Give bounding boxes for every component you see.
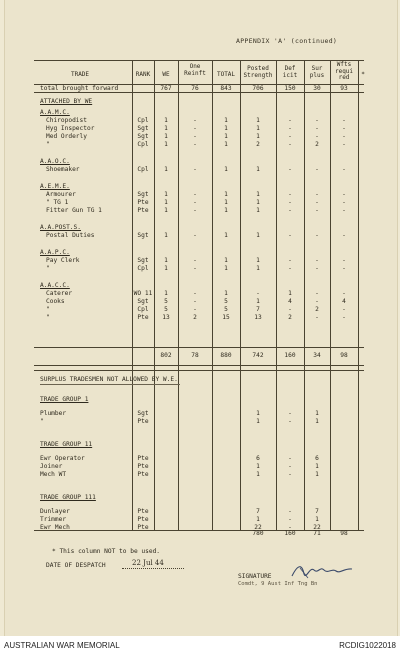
cell-surplus: -	[315, 290, 319, 297]
cell-we: 1	[164, 191, 168, 198]
row-trade: "	[46, 141, 50, 148]
cell-wfts: -	[342, 199, 346, 206]
brought-forward-wfts: 93	[340, 85, 348, 92]
cell-total: 5	[224, 298, 228, 305]
total-posted: 742	[252, 352, 264, 359]
cell-rank: Pte	[137, 314, 149, 321]
row-trade: Shoemaker	[46, 166, 80, 173]
row-trade: Fitter Gun TG 1	[46, 207, 102, 214]
signature-caption: Comdt, 9 Aust Inf Tng Bn	[238, 581, 318, 587]
cell-deficit: -	[288, 306, 292, 313]
trade-group-cell-posted: 1	[256, 418, 260, 425]
cell-wfts: -	[342, 133, 346, 140]
trade-group-cell-surplus: 1	[315, 516, 319, 523]
totals-double-rule	[34, 370, 364, 371]
cell-deficit: -	[288, 232, 292, 239]
cell-posted: 1	[256, 257, 260, 264]
cell-surplus: -	[315, 191, 319, 198]
group-title: A.A.POST.S.	[40, 224, 81, 231]
cell-wfts: -	[342, 207, 346, 214]
cell-reinft: 2	[193, 314, 197, 321]
cell-deficit: -	[288, 166, 292, 173]
cell-we: 5	[164, 298, 168, 305]
cell-reinft: -	[193, 166, 197, 173]
cell-total: 1	[224, 117, 228, 124]
despatch-date: 22 Jul 44	[132, 559, 164, 567]
brought-forward-we: 767	[160, 85, 172, 92]
column-rule-star	[358, 60, 359, 530]
cell-posted: 1	[256, 191, 260, 198]
row-trade: Chiropodist	[46, 117, 87, 124]
row-trade: "	[46, 265, 50, 272]
cell-wfts: -	[342, 257, 346, 264]
trade-group-cell-deficit: -	[288, 463, 292, 470]
trade-group-cell-rank: Pte	[137, 418, 149, 425]
cell-we: 13	[162, 314, 170, 321]
cell-reinft: -	[193, 191, 197, 198]
grand-total-posted: 780	[252, 530, 264, 537]
archive-footer	[0, 636, 400, 654]
cell-reinft: -	[193, 298, 197, 305]
trade-group-cell-posted: 1	[256, 516, 260, 523]
cell-we: 1	[164, 141, 168, 148]
trade-group-cell-surplus: 6	[315, 455, 319, 462]
trade-group-cell-surplus: 7	[315, 508, 319, 515]
cell-we: 1	[164, 207, 168, 214]
cell-surplus: -	[315, 232, 319, 239]
cell-surplus: 2	[315, 306, 319, 313]
cell-deficit: -	[288, 141, 292, 148]
cell-rank: Cpl	[137, 166, 149, 173]
trade-group-cell-rank: Pte	[137, 516, 149, 523]
cell-rank: WO 11	[133, 290, 153, 297]
row-trade: Armourer	[46, 191, 76, 198]
cell-reinft: -	[193, 290, 197, 297]
cell-posted: 1	[256, 298, 260, 305]
cell-deficit: -	[288, 265, 292, 272]
cell-total: 1	[224, 232, 228, 239]
cell-wfts: -	[342, 314, 346, 321]
trade-group-cell-deficit: -	[288, 516, 292, 523]
cell-rank: Sgt	[137, 298, 149, 305]
cell-posted: -	[256, 290, 260, 297]
cell-wfts: -	[342, 306, 346, 313]
cell-we: 1	[164, 199, 168, 206]
cell-posted: 13	[254, 314, 262, 321]
trade-group-cell-deficit: -	[288, 418, 292, 425]
cell-total: 1	[224, 207, 228, 214]
cell-total: 1	[224, 265, 228, 272]
trade-group-row-trade: Joiner	[40, 463, 63, 470]
cell-posted: 2	[256, 141, 260, 148]
grand-total-surplus: 71	[313, 530, 321, 537]
trade-group-cell-deficit: -	[288, 410, 292, 417]
cell-posted: 1	[256, 166, 260, 173]
group-title: A.A.P.C.	[40, 249, 70, 256]
grand-total-wfts: 98	[340, 530, 348, 537]
trade-group-row-trade: Trimmer	[40, 516, 67, 523]
cell-reinft: -	[193, 133, 197, 140]
archive-name: AUSTRALIAN WAR MEMORIAL	[4, 641, 120, 650]
brought-forward-deficit: 150	[284, 85, 296, 92]
cell-total: 5	[224, 306, 228, 313]
cell-total: 1	[224, 290, 228, 297]
cell-we: 1	[164, 133, 168, 140]
surplus-heading-underline	[40, 384, 180, 385]
cell-wfts: -	[342, 117, 346, 124]
header-star: *	[361, 71, 365, 78]
cell-surplus: -	[315, 257, 319, 264]
trade-group-row-trade: Ewr Mech	[40, 524, 70, 531]
trade-group-cell-posted: 22	[254, 524, 262, 531]
trade-group-title: TRADE GROUP 111	[40, 494, 96, 501]
cell-wfts: -	[342, 125, 346, 132]
row-trade: "	[46, 314, 50, 321]
cell-total: 1	[224, 257, 228, 264]
total-wfts: 98	[340, 352, 348, 359]
cell-reinft: -	[193, 125, 197, 132]
cell-we: 1	[164, 117, 168, 124]
header-surplus: Sur plus	[309, 65, 325, 79]
total-deficit: 160	[284, 352, 296, 359]
cell-surplus: -	[315, 133, 319, 140]
cell-surplus: -	[315, 117, 319, 124]
trade-group-cell-deficit: -	[288, 471, 292, 478]
cell-we: 1	[164, 232, 168, 239]
cell-total: 1	[224, 141, 228, 148]
trade-group-cell-surplus: 22	[313, 524, 321, 531]
trade-group-title: TRADE GROUP 1	[40, 396, 89, 403]
cell-reinft: -	[193, 265, 197, 272]
trade-group-cell-surplus: 1	[315, 418, 319, 425]
cell-surplus: 2	[315, 141, 319, 148]
cell-surplus: -	[315, 166, 319, 173]
cell-wfts: -	[342, 141, 346, 148]
trade-group-cell-rank: Sgt	[137, 410, 149, 417]
header-we: WE	[162, 71, 170, 78]
header-total: TOTAL	[216, 71, 236, 78]
trade-group-row-trade: Plumber	[40, 410, 67, 417]
footnote: * This column NOT to be used.	[52, 548, 161, 555]
cell-reinft: -	[193, 199, 197, 206]
group-title: A.A.M.C.	[40, 109, 70, 116]
trade-group-cell-surplus: 1	[315, 410, 319, 417]
cell-surplus: -	[315, 314, 319, 321]
signature-label: SIGNATURE	[238, 573, 272, 580]
row-trade: Pay Clerk	[46, 257, 80, 264]
header-rank: RANK	[135, 71, 151, 78]
brought-forward-label: total brought forward	[40, 85, 119, 92]
cell-posted: 1	[256, 125, 260, 132]
row-trade: Hyg Inspector	[46, 125, 95, 132]
header-posted: Posted Strength	[243, 65, 273, 79]
cell-wfts: -	[342, 166, 346, 173]
totals-top-rule	[34, 347, 364, 348]
cell-deficit: 2	[288, 314, 292, 321]
row-trade: Med Orderly	[46, 133, 87, 140]
cell-we: 1	[164, 125, 168, 132]
row-trade: "	[46, 306, 50, 313]
cell-deficit: -	[288, 199, 292, 206]
trade-group-cell-posted: 1	[256, 410, 260, 417]
cell-deficit: -	[288, 191, 292, 198]
cell-rank: Sgt	[137, 191, 149, 198]
cell-posted: 7	[256, 306, 260, 313]
cell-reinft: -	[193, 117, 197, 124]
cell-wfts: 4	[342, 298, 346, 305]
trade-group-cell-rank: Pte	[137, 508, 149, 515]
header-trade: TRADE	[70, 71, 90, 78]
header-wfts: Wfts requi red	[334, 61, 354, 81]
cell-total: 1	[224, 133, 228, 140]
total-we: 802	[160, 352, 172, 359]
total-total: 880	[220, 352, 232, 359]
cell-total: 1	[224, 125, 228, 132]
cell-surplus: -	[315, 298, 319, 305]
trade-group-row-trade: Mech WT	[40, 471, 67, 478]
cell-surplus: -	[315, 125, 319, 132]
cell-total: 1	[224, 191, 228, 198]
cell-surplus: -	[315, 199, 319, 206]
cell-rank: Pte	[137, 199, 149, 206]
cell-reinft: -	[193, 257, 197, 264]
trade-group-cell-rank: Pte	[137, 455, 149, 462]
trade-group-title: TRADE GROUP 11	[40, 441, 93, 448]
cell-deficit: -	[288, 133, 292, 140]
cell-posted: 1	[256, 199, 260, 206]
cell-deficit: 1	[288, 290, 292, 297]
row-trade: " TG 1	[46, 199, 69, 206]
cell-total: 1	[224, 199, 228, 206]
cell-deficit: -	[288, 207, 292, 214]
cell-reinft: -	[193, 141, 197, 148]
despatch-label: DATE OF DESPATCH	[46, 562, 106, 569]
group-title: A.A.C.C.	[40, 282, 70, 289]
cell-deficit: -	[288, 117, 292, 124]
trade-group-row-trade: Ewr Operator	[40, 455, 85, 462]
trade-group-cell-rank: Pte	[137, 524, 149, 531]
trade-group-cell-rank: Pte	[137, 463, 149, 470]
totals-bottom-rule	[34, 365, 364, 366]
trade-group-cell-surplus: 1	[315, 463, 319, 470]
cell-rank: Cpl	[137, 306, 149, 313]
appendix-title: APPENDIX 'A' (continued)	[236, 37, 338, 45]
trade-group-cell-deficit: -	[288, 455, 292, 462]
attached-heading: ATTACHED BY WE	[40, 98, 93, 105]
cell-deficit: -	[288, 125, 292, 132]
cell-posted: 1	[256, 232, 260, 239]
cell-rank: Sgt	[137, 125, 149, 132]
cell-deficit: 4	[288, 298, 292, 305]
table-top-rule	[34, 60, 364, 61]
cell-surplus: -	[315, 265, 319, 272]
archive-reference: RCDIG1022018	[339, 641, 396, 650]
trade-group-cell-posted: 7	[256, 508, 260, 515]
trade-group-row-trade: Dunlayer	[40, 508, 70, 515]
trade-group-row-trade: "	[40, 418, 44, 425]
cell-posted: 1	[256, 117, 260, 124]
cell-deficit: -	[288, 257, 292, 264]
trade-group-cell-rank: Pte	[137, 471, 149, 478]
trade-group-cell-posted: 1	[256, 471, 260, 478]
row-trade: Caterer	[46, 290, 73, 297]
total-surplus: 34	[313, 352, 321, 359]
cell-posted: 1	[256, 207, 260, 214]
group-title: A.A.O.C.	[40, 158, 70, 165]
surplus-heading: SURPLUS TRADESMEN NOT ALLOWED BY W.E.	[40, 376, 178, 383]
cell-rank: Cpl	[137, 265, 149, 272]
cell-reinft: -	[193, 207, 197, 214]
trade-group-cell-deficit: -	[288, 524, 292, 531]
cell-posted: 1	[256, 133, 260, 140]
cell-we: 5	[164, 306, 168, 313]
cell-rank: Pte	[137, 207, 149, 214]
trade-group-cell-posted: 6	[256, 455, 260, 462]
cell-wfts: -	[342, 191, 346, 198]
cell-wfts: -	[342, 232, 346, 239]
despatch-dotted-line	[122, 568, 184, 569]
cell-rank: Cpl	[137, 141, 149, 148]
cell-rank: Sgt	[137, 232, 149, 239]
total-reinft: 78	[191, 352, 199, 359]
brought-forward-total: 843	[220, 85, 232, 92]
brought-forward-posted: 706	[252, 85, 264, 92]
group-title: A.E.M.E.	[40, 183, 70, 190]
brought-forward-reinft: 76	[191, 85, 199, 92]
row-trade: Cooks	[46, 298, 65, 305]
cell-posted: 1	[256, 265, 260, 272]
grand-total-deficit: 160	[284, 530, 296, 537]
cell-total: 1	[224, 166, 228, 173]
header-deficit: Def icit	[282, 65, 298, 79]
trade-group-cell-surplus: 1	[315, 471, 319, 478]
cell-wfts: -	[342, 290, 346, 297]
trade-group-cell-deficit: -	[288, 508, 292, 515]
cell-reinft: -	[193, 232, 197, 239]
cell-rank: Sgt	[137, 133, 149, 140]
cell-rank: Cpl	[137, 117, 149, 124]
cell-we: 1	[164, 265, 168, 272]
cell-wfts: -	[342, 265, 346, 272]
cell-surplus: -	[315, 207, 319, 214]
row-trade: Postal Duties	[46, 232, 95, 239]
brought-forward-rule	[34, 92, 364, 93]
cell-reinft: -	[193, 306, 197, 313]
header-reinft: One Reinft	[184, 63, 206, 77]
cell-we: 1	[164, 257, 168, 264]
cell-total: 15	[222, 314, 230, 321]
brought-forward-surplus: 30	[313, 85, 321, 92]
handwritten-signature	[290, 560, 354, 582]
cell-we: 1	[164, 166, 168, 173]
trade-group-cell-posted: 1	[256, 463, 260, 470]
cell-rank: Sgt	[137, 257, 149, 264]
cell-we: 1	[164, 290, 168, 297]
